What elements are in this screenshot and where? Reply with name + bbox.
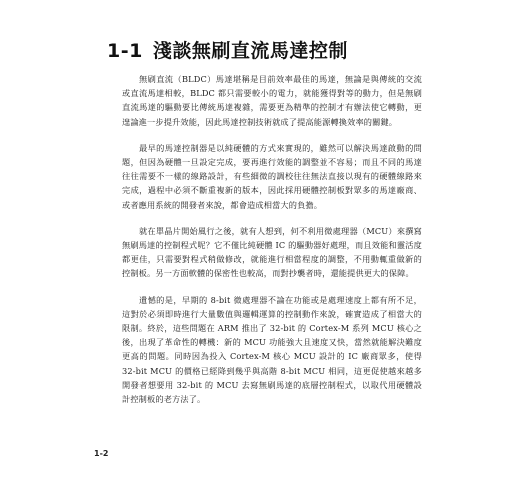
paragraph: 就在單晶片開始風行之後，就有人想到，何不利用微處理器（MCU）來撰寫無刷馬達的控制程式呢？它不僅比純硬體 IC 的驅動器好處理，而且效能和靈活度都更佳，只需要對程式稍做修改，就能進行相當程度的調整，不用動輒重做新的控制板。另一方面軟體的保密性也較高，而對抄襲者時，還能提供更大的保障。 — [122, 225, 422, 279]
section-title: 淺談無刷直流馬達控制 — [152, 40, 348, 62]
paragraph: 最早的馬達控制器是以純硬體的方式來實現的，雖然可以解決馬達啟動的問題，但因為硬體一旦設定完成，要再進行效能的調整並不容易；而且不同的馬達往往需要不一樣的線路設計，有些細微的調校往往無法直接以現有的硬體線路來完成，過程中必須不斷重複新的版本，因此採用硬體控制板對眾多的馬達廠商、或者應用系統的開發者來說，都會造成相當大的負擔。 — [122, 142, 422, 210]
page-number: 1-2 — [94, 449, 109, 458]
body-text — [122, 72, 422, 418]
section-heading — [107, 36, 348, 63]
section-number: 1-1 — [107, 40, 143, 62]
paragraph: 無刷直流（BLDC）馬達堪稱是目前效率最佳的馬達，無論是與傳統的交流或直流馬達相較，BLDC 都只需要較小的電力，就能獲得對等的動力，但是無刷直流馬達的驅動要比傳統馬達複雜，需要更為精準的控制才有辦法使它轉動，更遑論進一步提升效能，因此馬達控制技術就成了提高能源轉換效率的關鍵。 — [122, 74, 422, 127]
paragraph: 遺憾的是，早期的 8-bit 微處理器不論在功能或是處理速度上都有所不足，這對於必須即時進行大量數值與邏輯運算的控制動作來說，確實造成了相當大的限制。終於，這些問題在 ARM 推出了 32-bit 的 Cortex-M 系列 MCU 核心之後，出現了革命性的轉機：新的 MCU 功能強大且速度又快，當然就能解決難度更高的問題。同時因為投入 Cortex-M 核心 MCU 設計的 IC 廠商眾多，使得 32-bit MCU 的價格已經降到幾乎與高階 8-bit MCU 相同，這更促使越來越多開發者想要用 32-bit 的 MCU 去寫無刷馬達的底層控制程式，以取代用硬體設計控制板的老方法了。 — [122, 294, 422, 405]
